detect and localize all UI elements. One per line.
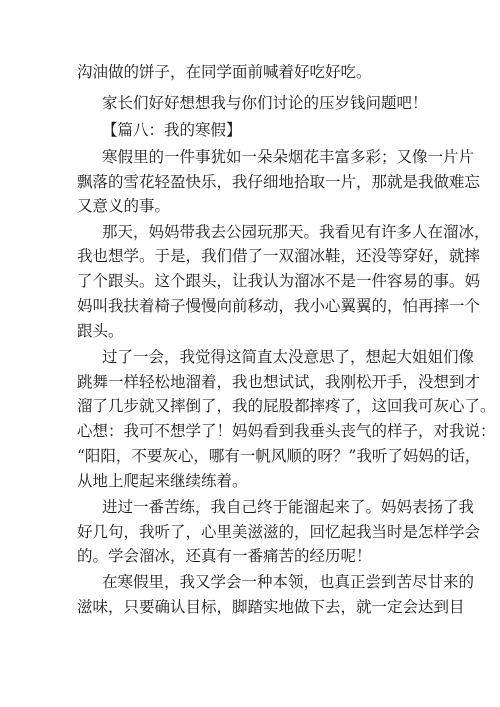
paragraph-line: 的。学会溜冰，还真有一番痛苦的经历呢！ bbox=[77, 547, 372, 565]
paragraph-line: 跟头。 bbox=[77, 322, 124, 340]
paragraph-line: 从地上爬起来继续练着。 bbox=[77, 472, 248, 490]
paragraph-line: 滋味，只要确认目标，脚踏实地做下去，就一定会达到目 bbox=[77, 598, 465, 616]
paragraph-line: 在寒假里，我又学会一种本领，也真正尝到苦尽甘来的 bbox=[102, 573, 475, 591]
paragraph-line: 了个跟头。这个跟头，让我认为溜冰不是一件容易的事。妈 bbox=[77, 272, 481, 290]
section-heading: 【篇八：我的寒假】 bbox=[102, 121, 242, 139]
paragraph-line: 妈叫我扶着椅子慢慢向前移动，我小心翼翼的，怕再摔一个 bbox=[77, 297, 481, 315]
paragraph-line: 进过一番苦练，我自己终于能溜起来了。妈妈表扬了我 bbox=[102, 498, 475, 516]
paragraph-line: 那天，妈妈带我去公园玩那天。我看见有许多人在溜冰， bbox=[102, 223, 490, 241]
paragraph-line: 跳舞一样轻松地溜着，我也想试试，我刚松开手，没想到才 bbox=[77, 373, 481, 391]
paragraph-line: 寒假里的一件事犹如一朵朵烟花丰富多彩；又像一片片 bbox=[102, 148, 475, 166]
paragraph-line: 沟油做的饼子，在同学面前喊着好吃好吃。 bbox=[77, 63, 372, 81]
paragraph-line: 溜了几步就又摔倒了，我的屁股都摔疼了，这回我可灰心了。 bbox=[77, 397, 496, 415]
paragraph-line: 过了一会，我觉得这简直太没意思了，想起大姐姐们像 bbox=[102, 348, 475, 366]
paragraph-line: “阳阳，不要灰心，哪有一帆风顺的呀？”我听了妈妈的话， bbox=[77, 447, 481, 465]
paragraph-line: 飘落的雪花轻盈快乐，我仔细地拾取一片，那就是我做难忘 bbox=[77, 173, 481, 191]
paragraph-line: 又意义的事。 bbox=[77, 197, 171, 215]
paragraph-line: 我也想学。于是，我们借了一双溜冰鞋，还没等穿好，就摔 bbox=[77, 247, 481, 265]
paragraph-line: 好几句，我听了，心里美滋滋的，回忆起我当时是怎样学会 bbox=[77, 523, 481, 541]
paragraph-line: 心想：我可不想学了！妈妈看到我垂头丧气的样子，对我说： bbox=[77, 422, 496, 440]
paragraph-line: 家长们好好想想我与你们讨论的压岁钱问题吧！ bbox=[102, 94, 428, 112]
